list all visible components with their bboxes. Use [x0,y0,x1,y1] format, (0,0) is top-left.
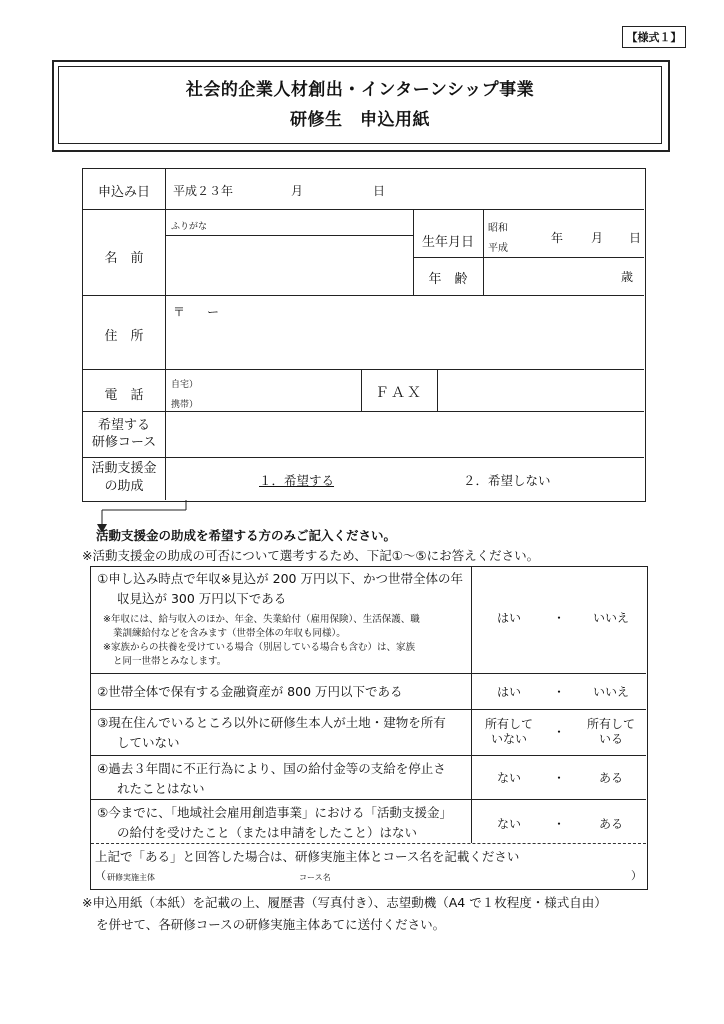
question-3-separator: ・ [552,725,565,739]
followup-divider [91,843,646,844]
question-1-note-2b: と同一世帯とみなします。 [113,656,227,667]
question-3-line-1: ③現在住んでいるところ以外に研修生本人が土地・建物を所有 [97,715,446,730]
question-1-no[interactable]: いいえ [592,611,629,625]
question-1-line-2: 収見込が 300 万円以下である [117,591,287,606]
question-1-yes[interactable]: はい [496,611,521,625]
title-line-1: 社会的企業人材創出・インターンシップ事業 [185,80,535,100]
subsidy-label [83,460,165,496]
notice-heading: 活動支援金の助成を希望する方のみご記入ください。 [96,528,397,543]
birth-year-label: 年 [551,231,564,245]
postal-dash: ー [207,305,220,319]
footer-line-1: ※申込用紙（本紙）を記載の上、履歴書（写真付き）、志望動機（A4 で１枚程度・様式自由） [82,895,607,910]
birth-age-divider [413,257,644,258]
question-4-yes[interactable]: ある [598,771,623,785]
question-2-separator: ・ [552,685,565,699]
question-5-line-2: の給付を受けたこと（または申請をしたこと）はない [117,825,418,840]
question-4-line-2: れたことはない [117,781,205,796]
followup-close-paren: ） [631,869,642,882]
birth-day-label: 日 [629,231,642,245]
question-1-separator: ・ [552,611,565,625]
address-label: 住 所 [104,329,144,344]
phone-label: 電 話 [104,388,144,403]
question-3-option-owned[interactable] [581,717,641,747]
row-divider [83,411,644,412]
question-2-yes[interactable]: はい [496,685,521,699]
era-heisei[interactable]: 平成 [488,243,508,254]
furigana-label: ふりがな [171,222,208,232]
notice-instruction: ※活動支援金の助成の可否について選考するため、下記①～⑤にお答えください。 [82,548,540,563]
birth-month-label: 月 [591,231,604,245]
birthdate-label: 生年月日 [421,235,474,250]
fax-label-divider [437,369,438,411]
question-1-note-1a: ※年収には、給与収入のほか、年金、失業給付（雇用保険）、生活保護、職 [103,614,420,625]
question-5-none[interactable]: ない [496,817,521,831]
mobile-phone-label: 携帯） [171,400,199,410]
followup-text: 上記で「ある」と回答した場合は、研修実施主体とコース名を記載ください [95,849,520,864]
question-4-separator: ・ [552,771,565,785]
question-3-option-2-line-2: いる [598,732,623,746]
question-3-option-1-line-1: 所有して [484,717,533,731]
course-label-line-1: 希望する [97,418,150,433]
question-3-option-2-line-1: 所有して [586,717,635,731]
subsidy-label-line-2: の助成 [104,479,144,494]
birth-label-divider [483,209,484,295]
question-divider [91,709,646,710]
row-divider [83,369,644,370]
subsidy-label-line-1: 活動支援金 [91,461,157,476]
question-2-line-1: ②世帯全体で保有する金融資産が 800 万円以下である [97,684,403,699]
application-day-label: 日 [373,184,386,198]
furigana-divider [165,235,413,236]
question-2-no[interactable]: いいえ [592,685,629,699]
question-5-separator: ・ [552,817,565,831]
question-divider [91,799,646,800]
answer-column-divider [471,567,472,843]
name-label: 名 前 [104,251,144,266]
course-label [83,417,165,451]
home-phone-label: 自宅） [171,380,199,390]
application-month-label: 月 [291,184,304,198]
fax-label: ＦＡＸ [375,385,423,401]
question-3-option-not-owned[interactable] [483,717,535,747]
row-divider [83,295,644,296]
followup-course-name-label[interactable]: コース名 [299,873,331,882]
era-showa[interactable]: 昭和 [488,223,508,234]
followup-org-label[interactable]: 研修実施主体 [107,873,155,882]
footer-line-2: を併せて、各研修コースの研修実施主体あてに送付ください。 [96,917,446,932]
question-4-line-1: ④過去３年間に不正行為により、国の給付金等の支給を停止さ [97,761,446,776]
form-id-label: 【様式１】 [622,26,686,48]
question-1-note-2a: ※家族からの扶養を受けている場合（別居している場合も含む）は、家族 [103,642,415,653]
application-date-era[interactable]: 平成２３年 [173,184,234,198]
question-5-line-1: ⑤今までに、「地域社会雇用創造事業」における「活動支援金」 [97,805,452,820]
question-1-line-1: ①申し込み時点で年収※見込が 200 万円以下、かつ世帯全体の年 [97,571,463,586]
age-label: 年 齢 [428,272,468,287]
question-divider [91,673,646,674]
label-column-divider [165,169,166,500]
question-5-yes[interactable]: ある [598,817,623,831]
question-3-line-2: していない [117,735,180,750]
course-label-line-2: 研修コース [91,435,157,450]
eligibility-questions-table [90,566,648,890]
row-divider [83,209,644,210]
application-date-label: 申込み日 [97,185,150,200]
title-line-2: 研修生 申込用紙 [290,110,430,130]
question-1-note-1b: 業訓練給付などを含みます（世帯全体の年収も同様）。 [113,628,346,639]
application-form-table [82,168,646,502]
title-box [58,66,662,144]
followup-open-paren: （ [95,869,106,882]
postal-mark: 〒 [173,305,186,319]
question-3-option-1-line-2: いない [490,732,527,746]
footer-instructions [82,892,692,936]
row-divider [83,457,644,458]
subsidy-option-no[interactable]: ２．希望しない [463,473,551,488]
question-4-none[interactable]: ない [496,771,521,785]
question-divider [91,755,646,756]
subsidy-option-yes[interactable]: １．希望する [259,473,335,488]
age-unit: 歳 [621,270,634,284]
